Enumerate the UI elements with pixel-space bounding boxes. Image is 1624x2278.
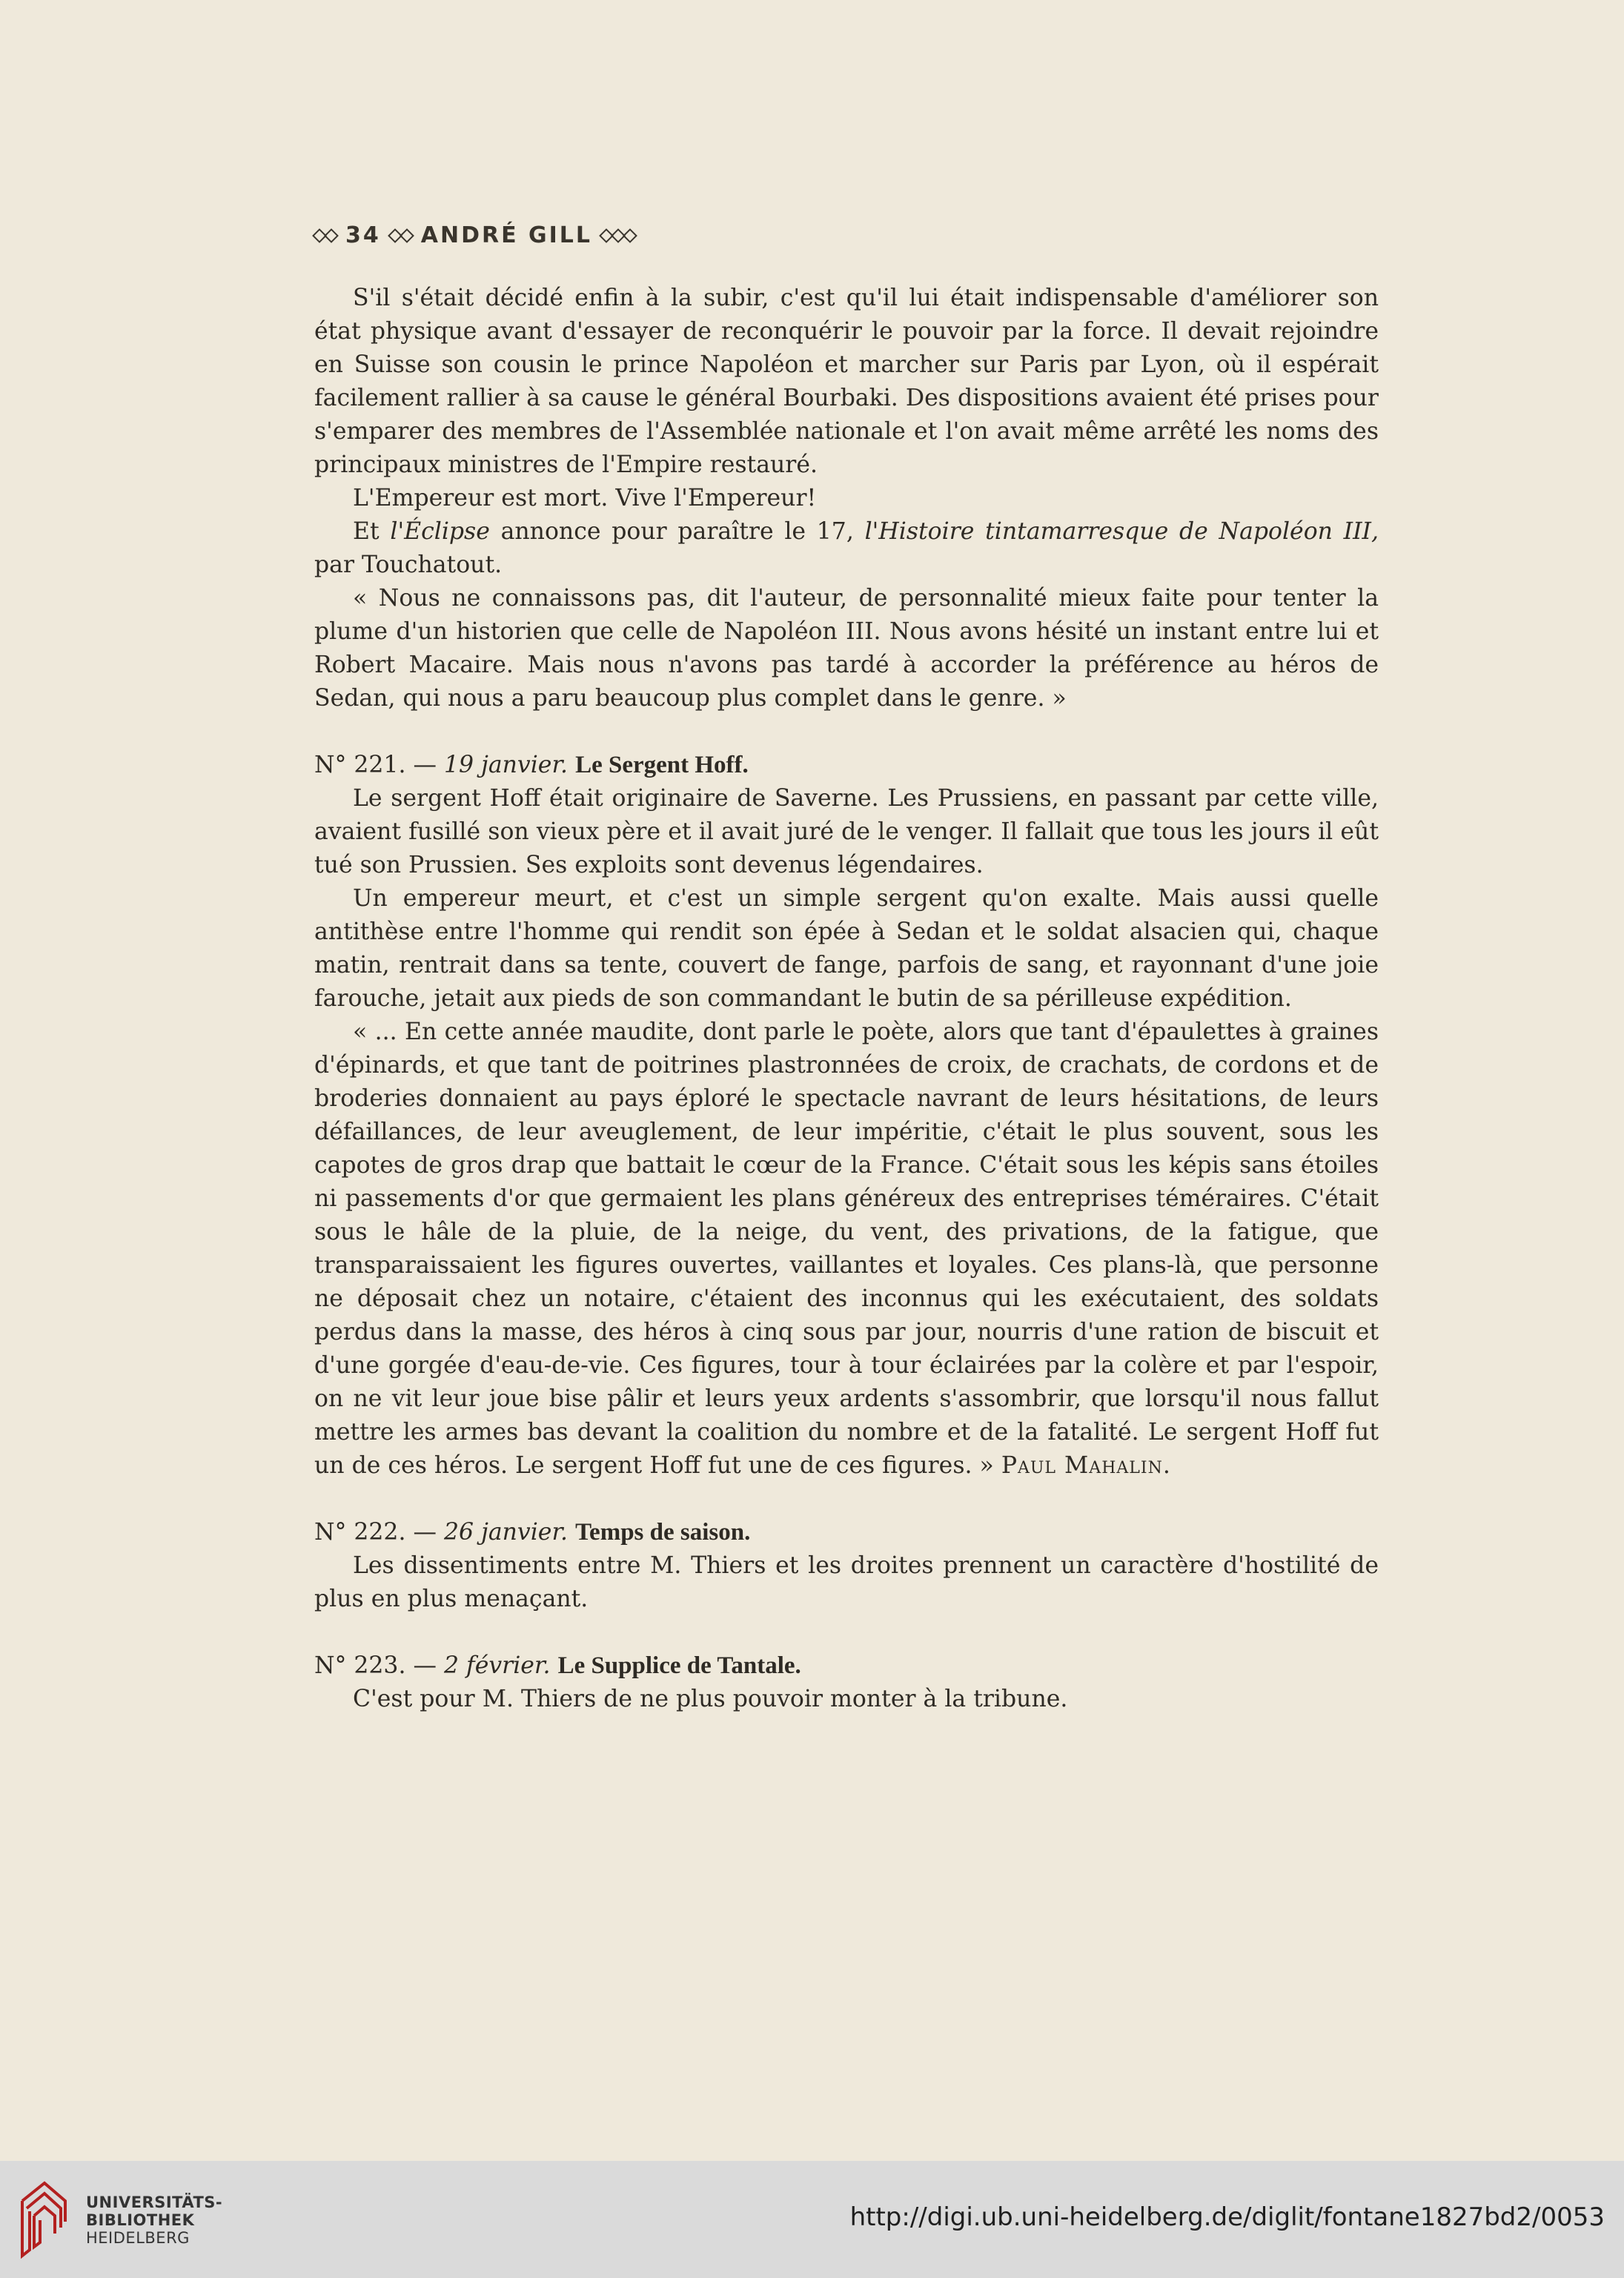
paragraph: L'Empereur est mort. Vive l'Empereur!: [353, 485, 817, 511]
catalog-entry: [314, 749, 1379, 1483]
entry-title: Temps de saison.: [575, 1519, 751, 1546]
paragraph: S'il s'était décidé enfin à la subir, c'est qu'il lui était indispensable d'améliorer son état physique avant d'essayer de reconquérir le pouvoir par la force. Il devait rejoindre en Suisse son cousin le prince Napoléon et marcher sur Paris par Lyon, où il espérait facilement rallier à sa cause le général Bourbaki. Des dispositions avaient été prises pour s'emparer des membres de l'Assemblée nationale et l'on avait même arrêté les noms des principaux ministres de l'Empire restauré.: [314, 285, 1379, 478]
entry-heading: [314, 1516, 1379, 1549]
permalink-url[interactable]: http://digi.ub.uni-heidelberg.de/diglit/fontane1827bd2/0053: [849, 2202, 1605, 2232]
viewer-footer: [0, 2161, 1624, 2278]
entry-title: Le Supplice de Tantale.: [557, 1652, 801, 1679]
paragraph: Le sergent Hoff était originaire de Saverne. Les Prussiens, en passant par cette ville, avaient fusillé son vieux père et il avait juré de le venger. Il fallait que tous les jours il eût tué son Prussien. Ses exploits sont devenus légendaires.: [314, 785, 1379, 878]
entry-number: N° 223. —: [314, 1652, 444, 1679]
library-name[interactable]: UNIVERSITÄTS- BIBLIOTHEK HEIDELBERG: [86, 2193, 223, 2247]
catalog-entry: [314, 1649, 1379, 1716]
entry-number: N° 221. —: [314, 752, 444, 778]
paragraph: Les dissentiments entre M. Thiers et les droites prennent un caractère d'hostilité de plus en plus menaçant.: [314, 1552, 1379, 1612]
entry-date: 2 février.: [444, 1652, 551, 1679]
quotation: « Nous ne connaissons pas, dit l'auteur, de personnalité mieux faite pour tenter la plume d'un historien que celle de Napoléon III. Nous avons hésité un instant entre lui et Robert Macaire. Mais nous n'avons pas tardé à accorder la préférence au héros de Sedan, qui nous a paru beaucoup plus complet dans le genre. »: [314, 585, 1379, 712]
page-number: 34: [345, 222, 381, 248]
quotation: « ... En cette année maudite, dont parle le poète, alors que tant d'épaulettes à graines d'épinards, et que tant de poitrines plastronnées de croix, de crachats, de cordons et de broderies donnaient au pays éploré le spectacle navrant de leurs hésitations, de leurs défaillances, de leur aveuglement, de leur impéritie, c'était le plus souvent, sous les capotes de gros drap que battait le cœur de la France. C'était sous les képis sans étoiles ni passements d'or que germaient les plans généreux des entreprises téméraires. C'était sous le hâle de la pluie, de la neige, du vent, des privations, de la fatigue, que transparaissaient les figures ouvertes, vaillantes et loyales. Ces plans-là, que personne ne déposait chez un notaire, c'étaient des inconnus qui les exécutaient, des soldats perdus dans la masse, des héros à cinq sous par jour, nourris d'une ration de biscuit et d'une gorgée d'eau-de-vie. Ces figures, tour à tour éclairées par la colère et par l'espoir, on ne vit leur joue bise pâlir et leurs yeux ardents s'assombrir, que lorsqu'il nous fallut mettre les armes bas devant la coalition du nombre et de la fatalité. Le sergent Hoff fut un de ces héros. Le sergent Hoff fut une de ces figures. » Paul Mahalin.: [314, 1019, 1379, 1479]
ornament-icon: [601, 231, 635, 241]
running-title: ANDRÉ GILL: [420, 222, 593, 248]
entry-date: 19 janvier.: [444, 752, 569, 778]
running-head: [314, 222, 644, 248]
paragraph: Et l'Éclipse annonce pour paraître le 17, l'Histoire tintamarresque de Napoléon III, par Touchatout.: [314, 518, 1379, 578]
entry-date: 26 janvier.: [444, 1519, 569, 1546]
body-text: [314, 282, 1379, 1716]
entry-heading: [314, 749, 1379, 782]
catalog-entry: [314, 1516, 1379, 1616]
book-title: l'Histoire tintamarresque de Napoléon III,: [864, 518, 1379, 545]
paragraph: C'est pour M. Thiers de ne plus pouvoir monter à la tribune.: [353, 1686, 1068, 1712]
ornament-icon: [390, 231, 412, 241]
ornament-icon: [314, 231, 337, 241]
heidelberg-library-logo-icon[interactable]: [19, 2179, 68, 2260]
entry-heading: [314, 1649, 1379, 1683]
entry-title: Le Sergent Hoff.: [575, 752, 749, 778]
paragraph: Un empereur meurt, et c'est un simple sergent qu'on exalte. Mais aussi quelle antithèse entre l'homme qui rendit son épée à Sedan et le soldat alsacien qui, chaque matin, rentrait dans sa tente, couvert de fange, parfois de sang, et rayonnant d'une joie farouche, jetait aux pieds de son commandant le butin de sa périlleuse expédition.: [314, 885, 1379, 1012]
journal-title: l'Éclipse: [390, 518, 490, 545]
entry-number: N° 222. —: [314, 1519, 444, 1546]
signature: Paul Mahalin.: [1001, 1452, 1171, 1479]
